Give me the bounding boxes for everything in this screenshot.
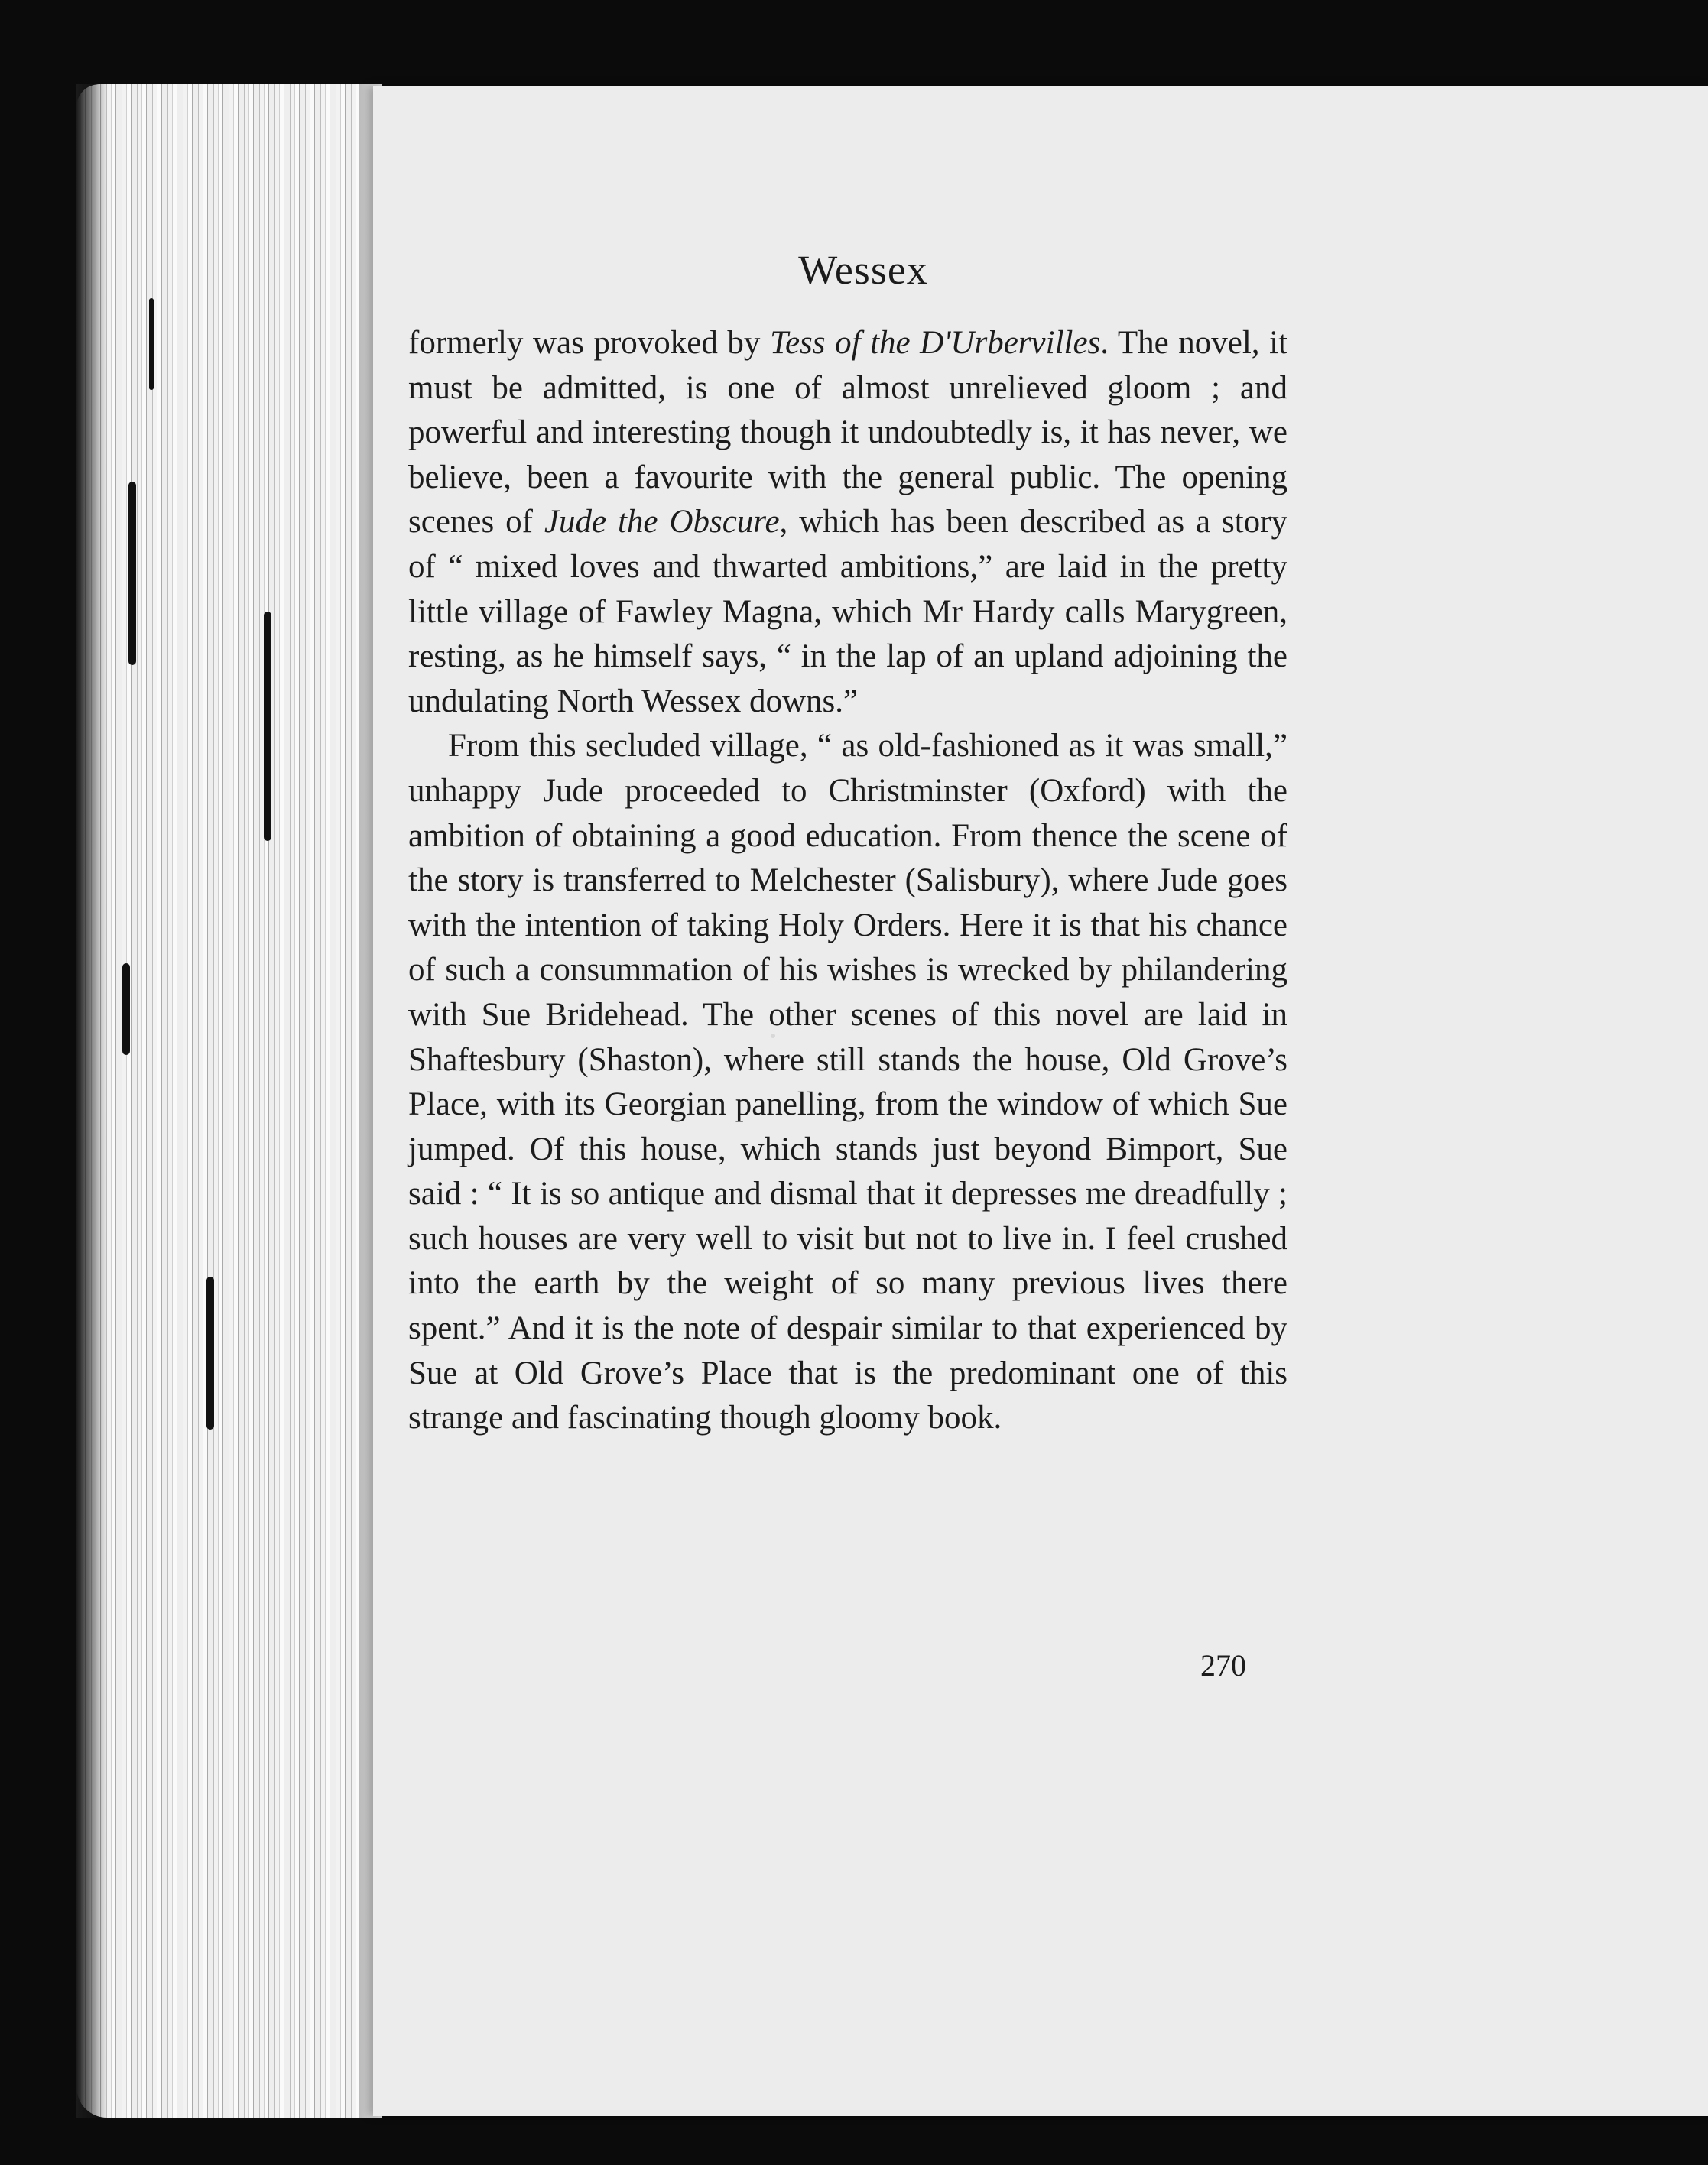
edge-ink-mark [122, 963, 130, 1055]
edge-ink-mark [149, 298, 154, 390]
body-text [408, 321, 1287, 1441]
text-run: formerly was provoked by [408, 325, 770, 361]
text-run: , which has been described as a story of “ mixed loves and thwarted ambitions,” are laid in the pretty little village of Fawley Magna, which Mr Hardy calls Marygreen, resting, as he himself says, “ in the lap of an upland adjoining the undulating North Wessex downs.” [408, 504, 1287, 719]
running-head: Wessex [798, 247, 928, 293]
book-title-italic: Tess of the D'Urbervilles [769, 325, 1101, 361]
text-run: . The novel, it must be admitted, is one of almost unrelieved gloom ; and powerful and interesting though it undoubtedly is, it has never, we believe, been a favourite with the general public. The opening scenes of [408, 325, 1287, 540]
book-title-italic: Jude the Obscure [544, 504, 780, 540]
edge-ink-mark [206, 1277, 214, 1430]
paragraph [408, 724, 1287, 1441]
page-edges [76, 84, 382, 2118]
text-run: From this secluded village, “ as old-fashioned as it was small,” unhappy Jude proceeded to Christminster (Oxford) with the ambition of obtaining a good education. From thence the scene of the story is transferred to Melchester (Salisbury), where Jude goes with the intention of taking Holy Orders. Here it is that his chance of such a consummation of his wishes is wrecked by philandering with Sue Bridehead. The other scenes of this novel are laid in Shaftesbury (Shaston), where still stands the house, Old Grove’s Place, with its Georgian panelling, from the window of which Sue jumped. Of this house, which stands just beyond Bimport, Sue said : “ It is so antique and dismal that it depresses me dreadfully ; such houses are very well to visit but not to live in. I feel crushed into the earth by the weight of so many previous lives there spent.” And it is the note of despair similar to that experienced by Sue at Old Grove’s Place that is the predominant one of this strange and fascinating though gloomy book. [408, 728, 1287, 1436]
paragraph [408, 321, 1287, 724]
edge-ink-mark [264, 612, 271, 841]
edge-ink-mark [128, 482, 136, 665]
page-number: 270 [1200, 1648, 1246, 1683]
